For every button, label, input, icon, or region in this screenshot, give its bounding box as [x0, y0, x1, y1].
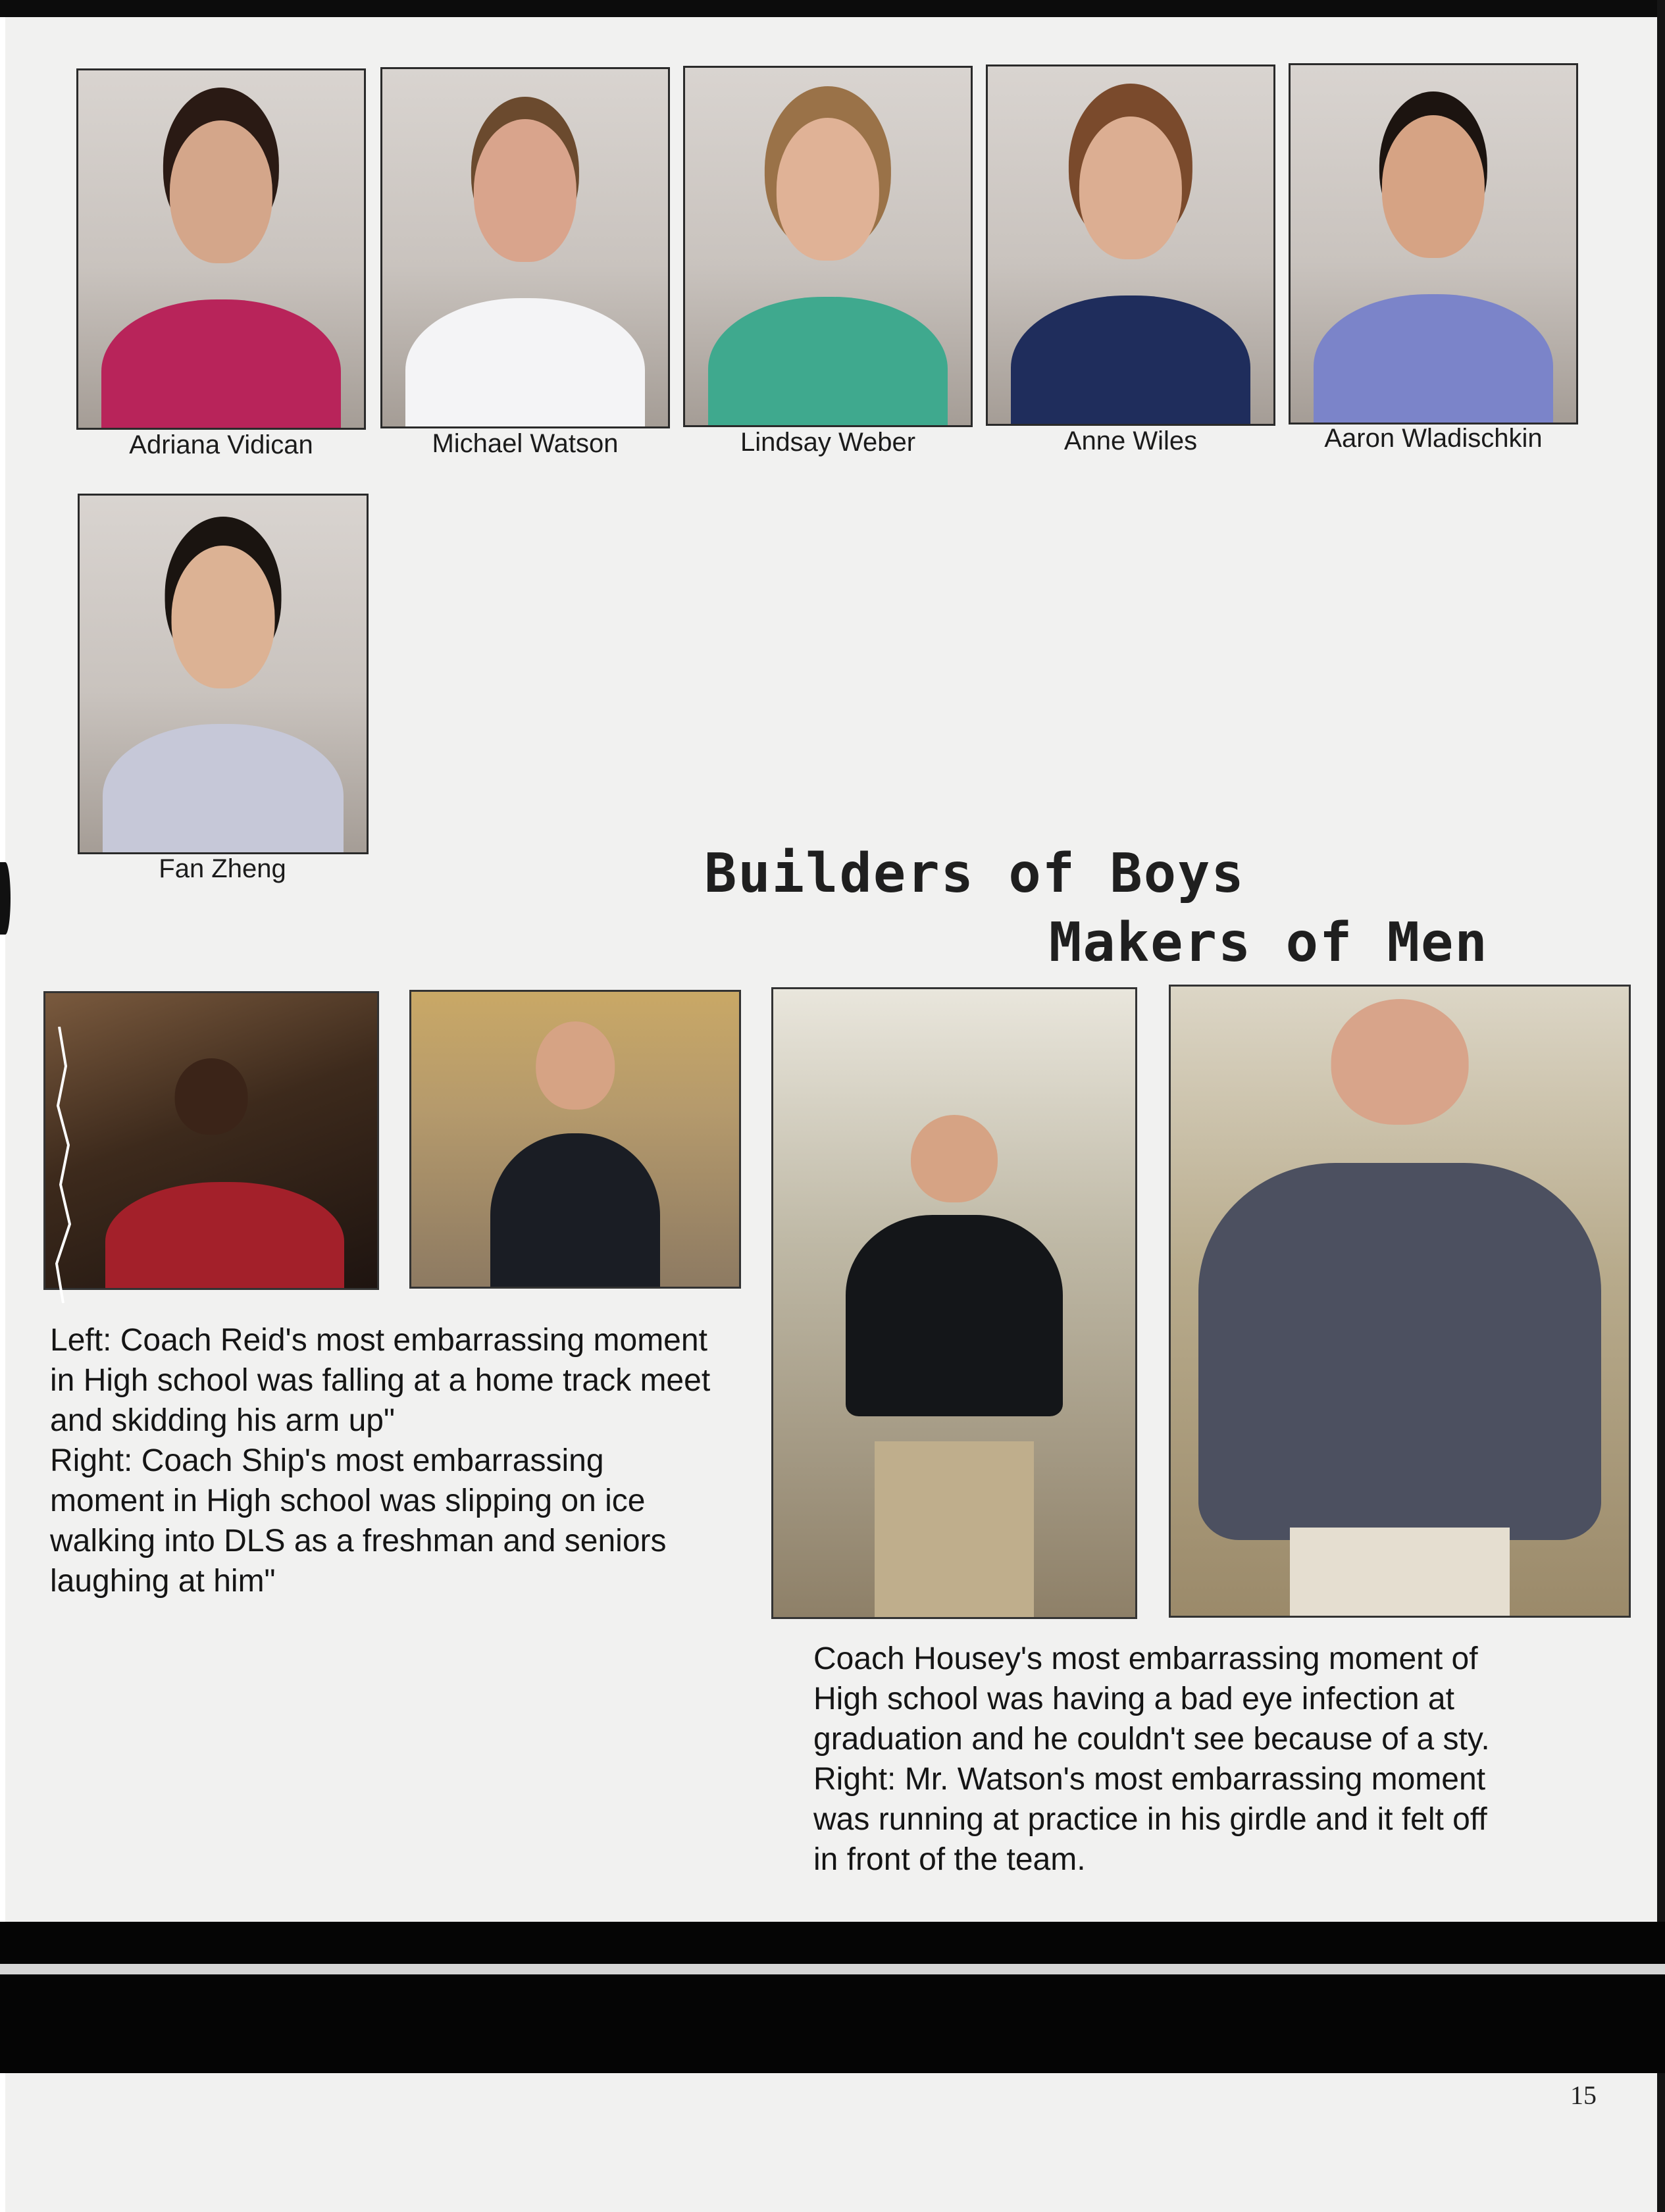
portrait-name: Fan Zheng	[159, 854, 286, 883]
candid-caption-left	[50, 1320, 761, 1601]
caption-line: Right: Coach Ship's most embarrassing	[50, 1443, 604, 1478]
footer-band-top	[0, 1922, 1665, 1964]
portrait-adriana-vidican	[76, 68, 366, 430]
candid-caption-right	[813, 1639, 1629, 1880]
caption-line: moment in High school was slipping on ice	[50, 1483, 646, 1518]
portrait-name: Anne Wiles	[1063, 426, 1198, 455]
candid-photo-coach-reid	[43, 991, 379, 1290]
torn-page-crease	[46, 1027, 86, 1303]
caption-line: walking into DLS as a freshman and seniors	[50, 1524, 667, 1558]
portrait-name: Adriana Vidican	[129, 430, 313, 459]
caption-line: was running at practice in his girdle and it felt off	[813, 1802, 1487, 1837]
candid-photo-mr-watson	[1169, 985, 1631, 1618]
caption-line: in High school was falling at a home track meet	[50, 1363, 711, 1398]
portrait-aaron-wladischkin	[1289, 63, 1578, 424]
page-title-line-1: Builders of Boys	[704, 842, 1245, 905]
portrait-name: Lindsay Weber	[740, 428, 916, 457]
portrait-fan-zheng	[78, 494, 369, 854]
portrait-anne-wiles	[986, 64, 1275, 426]
caption-line: graduation and he couldn't see because of a sty.	[813, 1722, 1490, 1757]
footer-band-gap	[0, 1964, 1665, 1974]
caption-line: laughing at him"	[50, 1564, 276, 1599]
caption-line: Coach Housey's most embarrassing moment of	[813, 1641, 1478, 1676]
caption-line: in front of the team.	[813, 1842, 1086, 1877]
page-right-edge	[1657, 0, 1665, 2212]
portrait-lindsay-weber	[683, 66, 973, 427]
caption-line: Right: Mr. Watson's most embarrassing moment	[813, 1762, 1486, 1797]
page-number: 15	[1570, 2080, 1597, 2110]
footer-band-bottom	[0, 1974, 1665, 2073]
binding-mark	[0, 862, 11, 935]
candid-photo-coach-housey	[771, 987, 1137, 1619]
candid-photo-coach-ship	[409, 990, 741, 1289]
portrait-name: Michael Watson	[432, 429, 619, 458]
page-top-edge	[0, 0, 1665, 17]
page-title-line-2: Makers of Men	[1049, 912, 1489, 974]
portrait-name: Aaron Wladischkin	[1324, 424, 1543, 453]
caption-line: High school was having a bad eye infection at	[813, 1682, 1454, 1716]
caption-line: and skidding his arm up"	[50, 1403, 395, 1438]
portrait-michael-watson	[380, 67, 670, 428]
caption-line: Left: Coach Reid's most embarrassing moment	[50, 1323, 707, 1358]
